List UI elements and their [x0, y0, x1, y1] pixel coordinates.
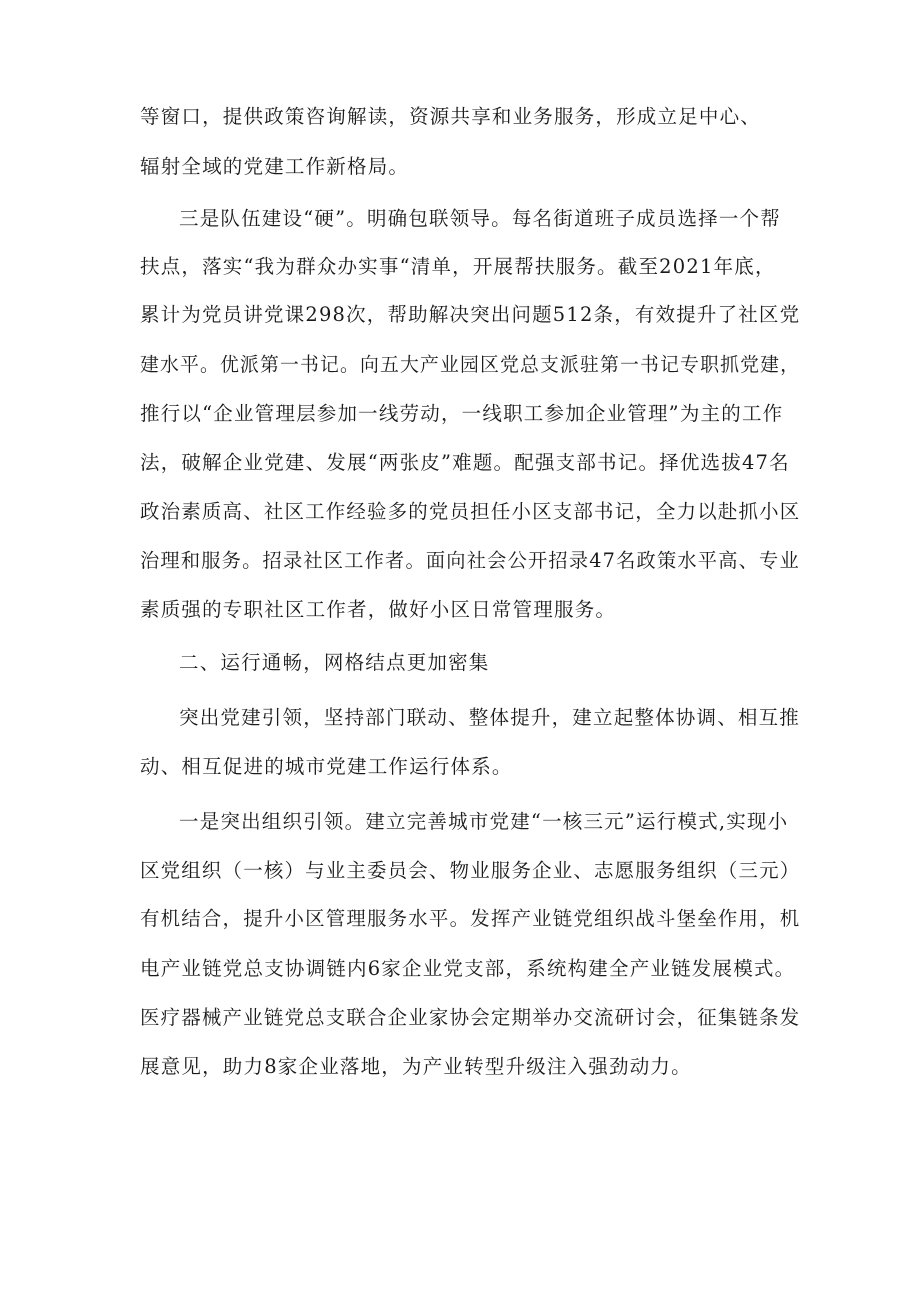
text-line-2: 辐射全域的党建工作新格局。	[140, 155, 410, 178]
text-line-16: 区党组织（一核）与业主委员会、物业服务企业、志愿服务组织（三元）	[140, 859, 801, 882]
text-line-17: 有机结合，提升小区管理服务水平。发挥产业链党组织战斗堡垒作用，机	[140, 907, 801, 930]
section-heading: 二、运行通畅，网格结点更加密集	[179, 651, 490, 674]
text-line-20: 展意见，助力8家企业落地，为产业转型升级注入强劲动力。	[140, 1055, 692, 1078]
text-line-6: 建水平。优派第一书记。向五大产业园区党总支派驻第一书记专职抓党建，	[140, 353, 801, 376]
text-line-10: 治理和服务。招录社区工作者。面向社会公开招录47名政策水平高、专业	[140, 549, 800, 572]
text-line-3: 三是队伍建设“硬”。明确包联领导。每名街道班子成员选择一个帮	[179, 207, 781, 230]
text-line-5: 累计为党员讲党课298次，帮助解决突出问题512条，有效提升了社区党	[140, 303, 801, 326]
text-line-9: 政治素质高、社区工作经验多的党员担任小区支部书记，全力以赴抓小区	[140, 500, 801, 523]
text-line-1: 等窗口，提供政策咨询解读，资源共享和业务服务，形成立足中心、	[140, 105, 762, 128]
text-line-11: 素质强的专职社区工作者，做好小区日常管理服务。	[140, 598, 617, 621]
text-line-4: 扶点，落实“我为群众办实事“清单，开展帮扶服务。截至2021年底，	[140, 255, 776, 278]
text-line-15: 一是突出组织引领。建立完善城市党建“一核三元”运行模式,实现小	[179, 810, 789, 833]
text-line-19: 医疗器械产业链党总支联合企业家协会定期举办交流研讨会，征集链条发	[140, 1006, 801, 1029]
text-line-8: 法，破解企业党建、发展“两张皮”难题。配强支部书记。择优选拔47名	[140, 451, 790, 474]
text-line-14: 动、相互促进的城市党建工作运行体系。	[140, 755, 513, 778]
text-line-7: 推行以“企业管理层参加一线劳动，一线职工参加企业管理”为主的工作	[140, 402, 784, 425]
text-line-18: 电产业链党总支协调链内6家企业党支部，系统构建全产业链发展模式。	[140, 957, 796, 980]
text-line-13: 突出党建引领，坚持部门联动、整体提升，建立起整体协调、相互推	[179, 706, 801, 729]
